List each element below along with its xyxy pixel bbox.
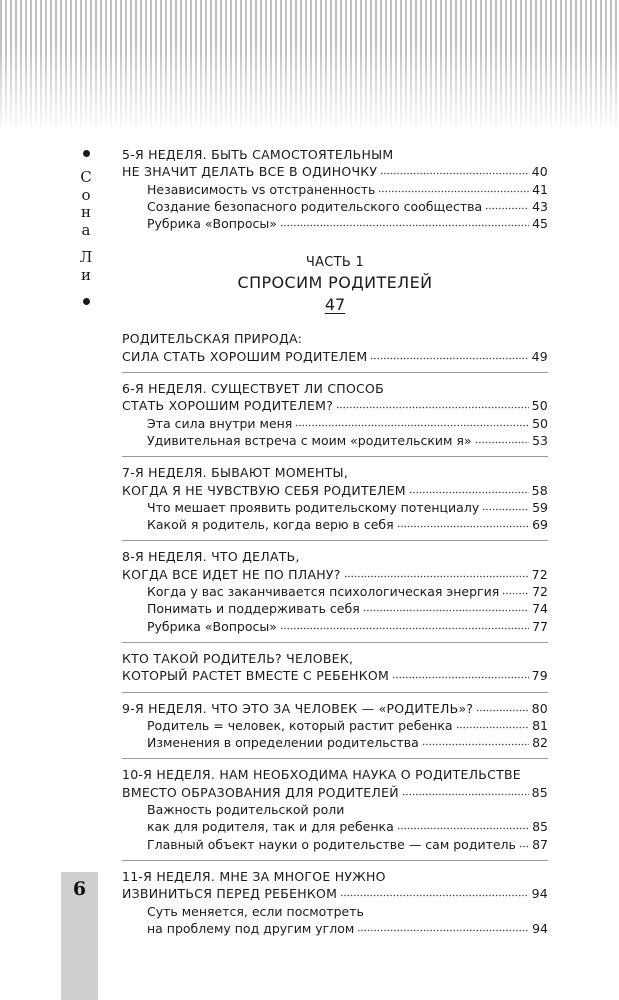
- toc-top-section: [122, 146, 548, 232]
- dot-leader: [392, 670, 529, 680]
- toc-entry-title: НЕ ЗНАЧИТ ДЕЛАТЬ ВСЕ В ОДИНОЧКУ: [122, 164, 378, 180]
- toc-entry-page: 77: [532, 618, 548, 634]
- toc-entry-title: Эта сила внутри меня: [147, 415, 293, 431]
- dot-leader: [280, 218, 529, 228]
- toc-chapter-line[interactable]: [122, 784, 548, 801]
- side-author-name: [80, 169, 93, 284]
- toc-entry-page: 85: [531, 784, 548, 800]
- toc-entry-title: как для родителя, так и для ребенка: [147, 819, 394, 835]
- toc-chapter-line[interactable]: [122, 667, 548, 684]
- toc-entry-title: КОТОРЫЙ РАСТЕТ ВМЕСТЕ С РЕБЕНКОМ: [122, 668, 390, 684]
- toc-entry-title: Суть меняется, если посмотреть: [147, 903, 364, 919]
- dot-leader: [476, 703, 528, 713]
- toc-entry-title: Рубрика «Вопросы»: [147, 618, 277, 634]
- toc-entry-title: ИЗВИНИТЬСЯ ПЕРЕД РЕБЕНКОМ: [122, 886, 338, 902]
- toc-chapter-line[interactable]: [122, 700, 548, 717]
- toc-group: [122, 642, 548, 685]
- toc-entry-page: 53: [532, 432, 548, 448]
- toc-subsection-line[interactable]: [122, 583, 548, 600]
- toc-subsection-line[interactable]: [122, 499, 548, 516]
- toc-entry-title: Когда у вас заканчивается психологическая энергия: [147, 584, 500, 600]
- toc-entry-title: Создание безопасного родительского сообщества: [147, 198, 483, 214]
- toc-subsection-line[interactable]: [122, 198, 548, 215]
- toc-subsection-line[interactable]: [122, 415, 548, 432]
- side-author-letter: а: [81, 220, 91, 239]
- toc-entry-title: Главный объект науки о родительстве — сам родитель: [147, 836, 516, 852]
- toc-subsection-line[interactable]: [122, 717, 548, 734]
- dot-leader: [336, 400, 528, 410]
- toc-entry-page: 45: [532, 216, 548, 232]
- toc-entry-title: Независимость vs отстраненность: [147, 181, 376, 197]
- toc-entry-page: 40: [531, 164, 548, 180]
- page-number: 6: [72, 878, 87, 900]
- toc-subsection-line[interactable]: [122, 516, 548, 533]
- toc-chapter-line[interactable]: [122, 885, 548, 902]
- toc-subsection-line[interactable]: [122, 903, 548, 920]
- dot-leader: [519, 839, 529, 849]
- dot-leader: [378, 184, 529, 194]
- toc-entry-title: Родитель = человек, который растит ребенка: [147, 717, 453, 733]
- toc-entry-page: 59: [532, 499, 548, 515]
- toc-subsection-line[interactable]: [122, 734, 548, 751]
- toc-entry-title: 8-Я НЕДЕЛЯ. ЧТО ДЕЛАТЬ,: [122, 549, 300, 565]
- toc-chapter-line[interactable]: [122, 566, 548, 583]
- toc-entry-title: 5-Я НЕДЕЛЯ. БЫТЬ САМОСТОЯТЕЛЬНЫМ: [122, 147, 394, 162]
- toc-entry-title: КОГДА Я НЕ ЧУВСТВУЮ СЕБЯ РОДИТЕЛЕМ: [122, 482, 406, 498]
- toc-entry-page: 87: [532, 836, 548, 852]
- toc-chapter-line[interactable]: [122, 482, 548, 499]
- toc-entry-page: 80: [531, 700, 548, 716]
- dot-leader: [402, 787, 529, 797]
- toc-entry-title: СТАТЬ ХОРОШИМ РОДИТЕЛЕМ?: [122, 398, 334, 414]
- toc-entry-title: 6-Я НЕДЕЛЯ. СУЩЕСТВУЕТ ЛИ СПОСОБ: [122, 381, 384, 397]
- toc-subsection-line[interactable]: [122, 818, 548, 835]
- part-page[interactable]: 47: [324, 295, 346, 315]
- page-number-tab: [61, 872, 98, 1000]
- toc-chapter-line[interactable]: [122, 348, 548, 365]
- dot-leader: [370, 351, 528, 361]
- toc-entry-page: 58: [531, 482, 548, 498]
- toc-chapter-line[interactable]: [122, 146, 548, 163]
- toc-chapter-line[interactable]: [122, 766, 548, 783]
- dot-leader: [397, 821, 529, 831]
- dot-leader: [295, 418, 529, 428]
- dot-leader: [397, 519, 529, 529]
- toc-group: [122, 860, 548, 937]
- toc-subsection-line[interactable]: [122, 801, 548, 818]
- toc-subsection-line[interactable]: [122, 836, 548, 853]
- toc-subsection-line[interactable]: [122, 618, 548, 635]
- toc-chapter-line[interactable]: [122, 163, 548, 180]
- header-stripes: [0, 0, 619, 132]
- dot-leader: [357, 923, 529, 933]
- part-title: СПРОСИМ РОДИТЕЛЕЙ: [237, 273, 433, 293]
- side-author-letter: н: [81, 203, 91, 221]
- toc-entry-page: 41: [532, 181, 548, 197]
- toc-entry-title: Рубрика «Вопросы»: [147, 216, 277, 232]
- toc-entry-page: 85: [532, 819, 548, 835]
- dot-leader: [502, 586, 529, 596]
- toc-entry-title: Изменения в определении родительства: [147, 735, 419, 751]
- side-dot-bottom: [83, 298, 90, 305]
- side-dot-top: [83, 150, 90, 157]
- toc-chapter-line[interactable]: [122, 464, 548, 481]
- toc-chapter-line[interactable]: [122, 548, 548, 565]
- dot-leader: [409, 485, 529, 495]
- toc-entry-page: 82: [532, 735, 548, 751]
- side-author: [74, 146, 98, 309]
- toc-entry-page: 81: [532, 717, 548, 733]
- toc-entry-page: 72: [532, 584, 548, 600]
- toc-entry-page: 69: [532, 517, 548, 533]
- side-author-letter: и: [81, 265, 91, 284]
- toc-entry-page: 74: [532, 601, 548, 617]
- toc-groups: [122, 330, 548, 937]
- toc-entry-title: Какой я родитель, когда верю в себя: [147, 517, 394, 533]
- toc-subsection-line[interactable]: [122, 920, 548, 937]
- toc-entry-page: 72: [531, 566, 548, 582]
- table-of-contents: [122, 146, 548, 937]
- toc-group: [122, 456, 548, 533]
- toc-subsection-line[interactable]: [122, 600, 548, 617]
- toc-entry-title: Что мешает проявить родительскому потенциалу: [147, 499, 480, 515]
- toc-group: [122, 146, 548, 232]
- dot-leader: [422, 737, 529, 747]
- toc-entry-page: 94: [531, 886, 548, 902]
- side-author-letter: Л: [79, 248, 93, 266]
- part-label: ЧАСТЬ 1: [305, 255, 365, 271]
- toc-entry-title: 10-Я НЕДЕЛЯ. НАМ НЕОБХОДИМА НАУКА О РОДИТЕЛЬСТВЕ: [122, 767, 521, 783]
- side-author-letter: о: [81, 185, 91, 204]
- toc-group: [122, 758, 548, 852]
- toc-chapter-line[interactable]: [122, 330, 548, 347]
- dot-leader: [363, 603, 529, 613]
- toc-chapter-line[interactable]: [122, 650, 548, 667]
- dot-leader: [344, 569, 529, 579]
- toc-entry-title: КТО ТАКОЙ РОДИТЕЛЬ? ЧЕЛОВЕК,: [122, 650, 354, 666]
- toc-entry-title: Понимать и поддерживать себя: [147, 601, 360, 617]
- dot-leader: [456, 720, 530, 730]
- toc-entry-title: ВМЕСТО ОБРАЗОВАНИЯ ДЛЯ РОДИТЕЛЕЙ: [122, 784, 399, 800]
- toc-entry-title: Важность родительской роли: [147, 802, 345, 818]
- toc-subsection-line[interactable]: [122, 181, 548, 198]
- toc-entry-page: 50: [532, 415, 548, 431]
- toc-group: [122, 330, 548, 365]
- toc-chapter-line[interactable]: [122, 380, 548, 397]
- dot-leader: [475, 435, 530, 445]
- dot-leader: [482, 502, 529, 512]
- toc-entry-title: 11-Я НЕДЕЛЯ. МНЕ ЗА МНОГОЕ НУЖНО: [122, 868, 386, 884]
- toc-entry-title: 7-Я НЕДЕЛЯ. БЫВАЮТ МОМЕНТЫ,: [122, 465, 349, 481]
- side-author-letter: С: [80, 168, 92, 186]
- toc-group: [122, 692, 548, 752]
- toc-entry-title: КОГДА ВСЕ ИДЕТ НЕ ПО ПЛАНУ?: [122, 566, 341, 582]
- toc-entry-page: 50: [531, 398, 548, 414]
- toc-entry-title: РОДИТЕЛЬСКАЯ ПРИРОДА:: [122, 331, 303, 347]
- toc-chapter-line[interactable]: [122, 868, 548, 885]
- toc-entry-page: 43: [532, 198, 548, 214]
- toc-group: [122, 540, 548, 634]
- toc-entry-page: 94: [532, 920, 548, 936]
- toc-entry-page: 49: [531, 348, 548, 364]
- toc-entry-title: СИЛА СТАТЬ ХОРОШИМ РОДИТЕЛЕМ: [122, 348, 368, 364]
- toc-subsection-line[interactable]: [122, 432, 548, 449]
- toc-entry-title: на проблему под другим углом: [147, 920, 355, 936]
- toc-entry-title: 9-Я НЕДЕЛЯ. ЧТО ЭТО ЗА ЧЕЛОВЕК — «РОДИТЕЛЬ»?: [122, 700, 474, 716]
- toc-group: [122, 372, 548, 449]
- toc-entry-title: Удивительная встреча с моим «родительским я»: [147, 432, 472, 448]
- dot-leader: [485, 201, 529, 211]
- toc-chapter-line[interactable]: [122, 397, 548, 414]
- toc-subsection-line[interactable]: [122, 215, 548, 232]
- part-heading: [122, 254, 548, 316]
- toc-entry-page: 79: [531, 668, 548, 684]
- dot-leader: [280, 621, 529, 631]
- dot-leader: [380, 166, 528, 176]
- dot-leader: [340, 888, 528, 898]
